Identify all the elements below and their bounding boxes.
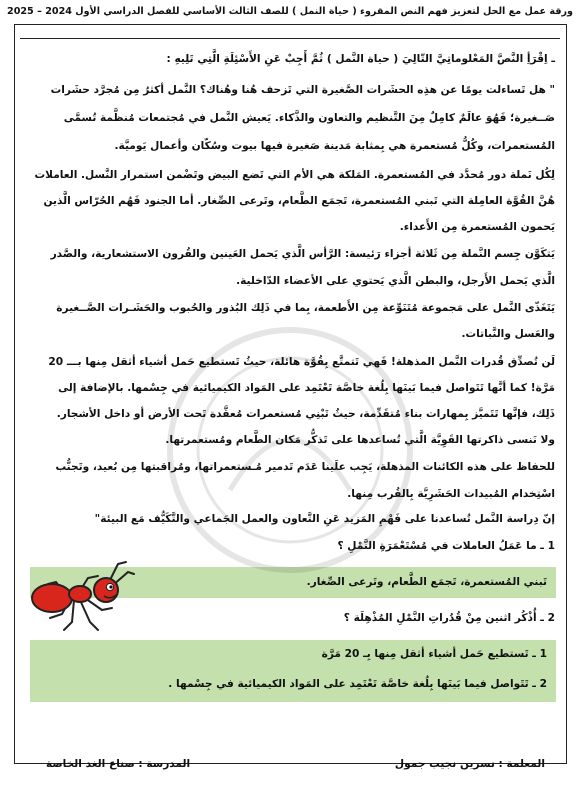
answer-2-line-1: 1 ـ تَستطيع حَمل أشياء أثقل مِنها بِـ 20 مَرَّة (321, 648, 547, 660)
paragraph-5-line-2: مَرَّة! كما أنَّها تَتَواصل فيما بَينَها بِلُغة خاصَّة تَعْتَمِد على المَواد الكيميائية في جِسْمها. بالإضافة إلى (58, 382, 555, 394)
paragraph-6-line-2: اسْتِخدام المُبيدات الحَشَرِيَّة بِالقُرب مِنها. (347, 488, 555, 500)
school-name: المدرسة : صناع الغد الخاصة (46, 758, 191, 770)
worksheet-title: ورقة عمل مع الحل لتعزيز فهم النص المقروء ( حياة النمل ) للصف الثالث الأساسي للفصل الدراسي الأول 2024 – 2025 (7, 6, 573, 17)
answer-2-line-2: 2 ـ تَتَواصل فيما بَينَها بِلُغة خاصَّة تَعْتَمِد على المَواد الكيميائية في جِسْمها . (168, 678, 547, 690)
paragraph-2-line-2: هُنَّ القُوَّة العامِلة التي تَبني المُستعمرة، تَجمَع الطَّعام، وتَرعى الصِّغار. أما الجنود فَهُم الحُرّاس الَّذين (43, 195, 555, 207)
paragraph-1-line-1: " هل تَساءلت يومًا عن هذِه الحشَرات الصَّغيرة التي تَزحف هُنا وهُناك؟ النَّمل أكثرُ مِن مُجرَّد حشَرات (50, 84, 555, 96)
question-1: 1 ـ ما عَمَلُ العاملات في مُسْتَعْمَرَةِ النَّمْلِ ؟ (337, 540, 555, 552)
instruction-text: ـ اِقْرَأِ النَّصَّ المَعْلوماتِيَّ التّالِيَ ( حياة النَّمل ) ثُمَّ أَجِبْ عَنِ الأَسْئِلَةِ الَّتِي تَلِيهِ : (166, 53, 555, 65)
paragraph-1-line-2: صَــغيرة؛ فَهُوَ عالَمٌ كامِلٌ مِنَ التَّنظيم والتعاون والذَّكاء. يَعيش النَّمل في مُجتمعات مُنظَّمة تُسمَّى (63, 112, 555, 124)
paragraph-2-line-3: يَحمون المُستعمرة مِن الأَعداء. (399, 221, 555, 233)
paragraph-2-line-1: لِكُل نَملة دور مُحدَّد في المُستعمرة. المَلكة هي الأم التي تَضع البيض وتَضْمن استمرار النَّسل. العاملات (34, 169, 555, 181)
paragraph-7-line-1: إنّ دِراسة النَّمل تُساعدنا على فَهْمِ المَزيد عَنِ التَّعاون والعمل الجَماعي والتَّكَيُّف مَع البيئة" (94, 513, 555, 525)
paragraph-6-line-1: للحفاظ على هذه الكائنات المذهلة، يَجِب علَينا عَدَم تَدمير مُـستعمراتها، ومُراقبتها مِن بُعيد، وتَجنُّب (55, 461, 555, 473)
header-divider (20, 38, 560, 39)
paragraph-3-line-1: يَتكَوَّن جِسم النَّملة مِن ثَلاثة أجزاء رَئيسة: الرَّأس الَّذي يَحمل العَينين والقُرون الاستشعارية، والصَّدر (50, 248, 555, 260)
paragraph-5-line-4: ولا نَنسى ذاكرتها القَوِيَّة الَّتي تُساعدها على تَذكُّر مَكان الطَّعام ومُستعمرتها. (165, 434, 555, 446)
question-2: 2 ـ أُذْكُر اثنين مِنْ قُدُراتِ النَّمْلِ المُذْهِلَة ؟ (343, 612, 555, 624)
paragraph-4-line-1: يَتَغَذّى النَّمل على مَجموعة مُتَنَوِّعة مِن الأَطعمة، بِما في ذَلِك البُذور والحُبوب والحَشَـرات الصَّــغيرة (56, 302, 555, 314)
answer-1-text: تَبني المُستعمرة، تَجمَع الطَّعام، وتَرعى الصِّغار. (306, 576, 547, 588)
red-ant-icon (28, 552, 136, 636)
paragraph-3-line-2: الَّذي يَحمل الأَرجل، والبطن الَّذي يَحتوي على الأعضاء الدّاخلية. (236, 275, 555, 287)
teacher-name: المعلمة : نسرين نجيب جمول (394, 758, 545, 770)
paragraph-5-line-3: ذَلِك، فإنَّها تَتَميَّز بِمهارات بناء مُتقَدِّمة، حيثُ تَبْنِي مُستعمرات مُعقَّدة تَحت الأرض أو داخل الأشجار. (56, 408, 555, 420)
paragraph-4-line-2: والعَسل والنَّباتات. (461, 328, 555, 340)
paragraph-5-line-1: لَن تُصدِّق قُدرات النَّمل المذهلة! فَهي تَتمتَّع بِقُوَّة هائلة، حيثُ تَستطيع حَمل أشياء أثقل مِنها بـــ 20 (48, 356, 555, 368)
paragraph-1-line-3: المُستعمرات، وكُلُّ مُستعمرة هي بِمثابة مَدينة صَغيرة فيها بيوت وسُكّان وأعمال يَوميَّة. (114, 140, 555, 152)
